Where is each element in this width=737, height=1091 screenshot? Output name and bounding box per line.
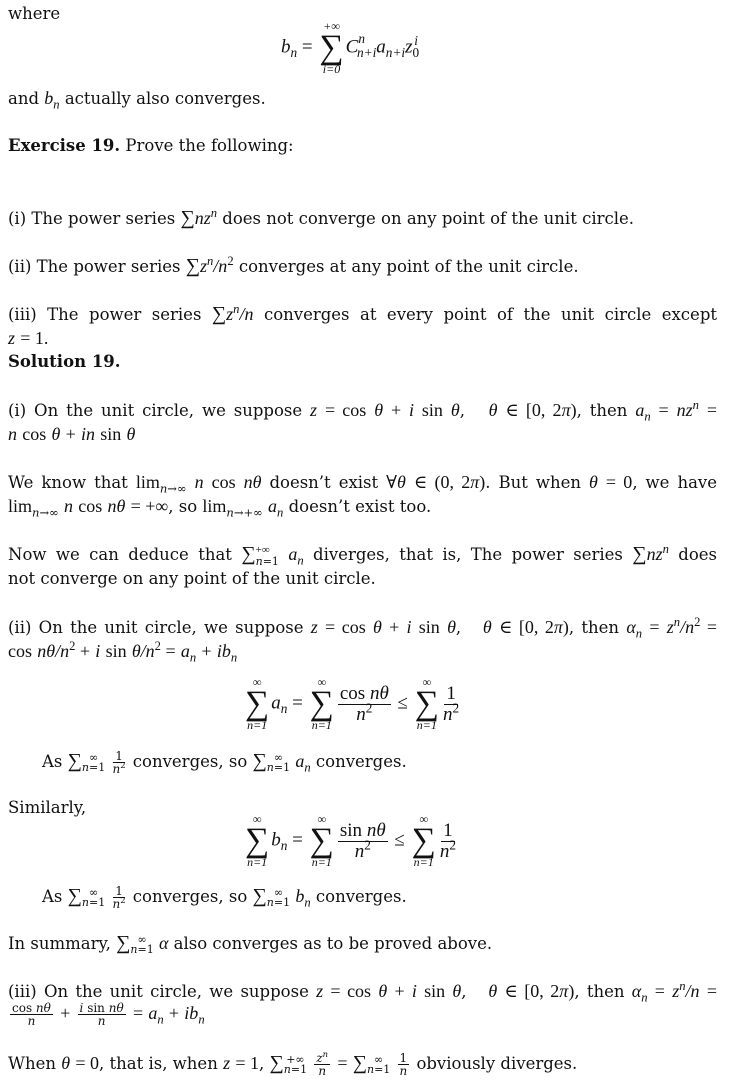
solution-iii-when: When θ = 0, that is, when z = 1, ∑ +∞ n=1 $\frac{z^n}{n}$ = ∑ ∞ n=1 $\frac{1}{n}$ obviously diverges. (8, 1049, 578, 1078)
summary-line: In summary, ∑ ∞ n=1 α also converges as to be proved above. (8, 932, 493, 956)
as-b-converges: As ∑ ∞ n=1 $\frac{1}{n^2}$ converges, so ∑ ∞ n=1 $b_n$ converges. (42, 884, 407, 911)
solution-ii-line2: $\cos n\theta/n^2 + i$ $\sin \theta/n^2 = a_n + ib_n$ (8, 639, 238, 665)
exercise-prompt: Prove the following: (125, 136, 294, 155)
solution-iii-line2: $\frac{\text{cos nθ}}{n}$ + $\frac{\text{i sin nθ}}{n}$ = $a_n + ib_n$ (12, 1001, 205, 1028)
exercise-item-i: (i) The power series $\sum nz^n$ does not converge on any point of the unit circle. (8, 206, 635, 229)
solution-heading: Solution 19. (8, 352, 121, 371)
solution-iii-line1: (iii) On the unit circle, we suppose z = cos θ + i sin θ, θ ∈ [0, 2π), then $\alpha_n = z^n/n$ = (8, 979, 717, 1005)
exercise-title: Exercise 19. (8, 136, 121, 155)
as-a-converges: As ∑ ∞ n=1 $\frac{1}{n^2}$ converges, so ∑ ∞ n=1 $a_n$ converges. (42, 749, 407, 776)
exercise-heading (8, 136, 294, 156)
equation-a-sum: ∞ ∑ n=1 $a_n$ = ∞ ∑ n=1 $\frac{\text{cos nθ}}{n^2}$ ≤ ∞ ∑ n=1 $\frac{1}{n^2}$ (245, 675, 460, 732)
similarly-label: Similarly, (8, 798, 87, 817)
solution-i-para3-line2: not converge on any point of the unit circle. (8, 569, 376, 588)
exercise-item-iii: (iii) The power series $\sum z^n/n$ converges at every point of the unit circle except (8, 302, 718, 325)
solution-ii-line1: (ii) On the unit circle, we suppose z = cos θ + i sin θ, θ ∈ [0, 2π), then $\alpha_n = z^n/n^2$ = (8, 615, 718, 641)
solution-i-para2-line2: $\lim_{n\to\infty} n$ cos nθ = +∞, so $\lim_{n\to+\infty} a_n$ doesn’t exist too. (8, 496, 432, 520)
exercise-item-iii-cont: z = 1. (8, 328, 49, 348)
bn-formula: $b_n$ = +∞ ∑ i=0 $C^n_{n+i}a_{n+i}z_0^i$ (281, 19, 420, 76)
solution-i-para3-line1: Now we can deduce that ∑+∞ n=1 $a_n$ diverges, that is, The power series $\sum nz^n$ does (8, 542, 718, 568)
where-label: where (8, 4, 61, 23)
solution-i-para2-line1: We know that $\lim_{n\to\infty} n$ cos nθ doesn’t exist ∀θ ∈ (0, 2π). But when θ = 0, we have (8, 472, 718, 496)
solution-i-line1: (i) On the unit circle, we suppose z = cos θ + i sin θ, θ ∈ [0, 2π), then $a_n = nz^n$ = (8, 398, 717, 424)
equation-b-sum: ∞ ∑ n=1 $b_n$ = ∞ ∑ n=1 $\frac{\text{sin nθ}}{n^2}$ ≤ ∞ ∑ n=1 $\frac{1}{n^2}$ (245, 812, 456, 869)
solution-i-line2: n cos θ + in sin θ (8, 424, 136, 444)
exercise-item-ii: (ii) The power series $\sum z^n/n^2$ converges at any point of the unit circle. (8, 254, 579, 277)
bn-conclusion: and $b_n$ actually also converges. (8, 88, 266, 112)
